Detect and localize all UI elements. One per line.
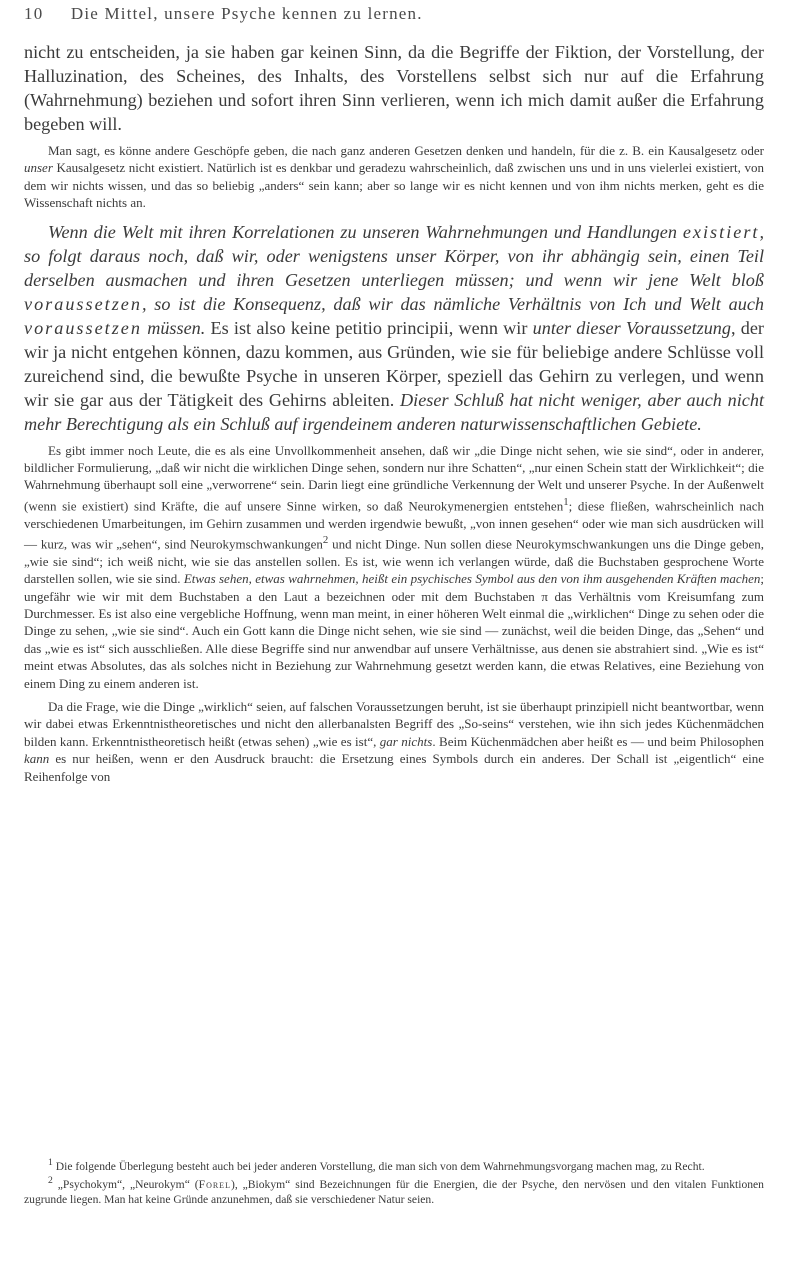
p2-emphasis-unser: unser [24, 160, 53, 176]
p5-italic-b: gar nichts [379, 733, 433, 749]
p3-spaced-voraussetzen-2: voraussetzen [24, 317, 142, 338]
p3-text-j: , der wir ja nicht entgehen können, dazu kommen, aus Gründen, wie sie für beliebige andere Schlüsse voll zureichend sind, die bewußte Psyche in unseren Körper, speziell das Gehirn zu verlegen, und wenn wir sie gar aus der Tätigkeit des Gehirns ableiten. [24, 317, 764, 410]
paragraph-2 [24, 142, 764, 212]
p3-spaced-existiert: existiert [682, 221, 760, 242]
footnote-1-text: Die folgende Überlegung besteht auch bei jeder anderen Vorstellung, die man sich von dem Wahrnehmungsvorgang machen mag, zu Recht. [55, 1159, 705, 1173]
footnote-1-marker: 1 [48, 1157, 53, 1168]
paragraph-5 [24, 698, 764, 785]
p3-italic-c: , so folgt daraus noch, daß wir, oder wenigstens unser Körper, von ihr abhängig sein, einen Teil derselben ausmachen und ihren Gesetzen unterliegen müssen; und wenn wir jene Welt bloß [24, 221, 764, 290]
p2-text-c: Kausalgesetz nicht existiert. Natürlich ist es denkbar und geradezu wahrscheinlich, daß zwischen uns und in uns vielerlei existiert, von dem wir nichts wissen, und das so beliebig „anders“ sein kann; aber so lange wir es nicht kennen und von ihm nichts merken, geht es die Wissenschaft nichts an. [24, 160, 764, 211]
p4-text-b: ; diese fließen, wahrscheinlich nach verschiedenen Umarbeitungen, im Gehirn zusammen und werden irgendwie bewußt, „von innen gesehen“ oder wie man sich ausdrücken will — kurz, was wir „sehen“, sind Neurokymschwankungen [24, 498, 764, 552]
running-header [24, 4, 760, 24]
page-body [24, 40, 764, 785]
paragraph-1: nicht zu entscheiden, ja sie haben gar keinen Sinn, da die Begriffe der Fiktion, der Vorstellung, der Halluzination, des Scheines, des Inhalts, des Vorstellens selbst sich nur auf die Erfahrung (Wahrnehmung) beziehen und sofort ihren Sinn verlieren, wenn ich mich damit außer die Erfahrung begeben will. [24, 42, 764, 134]
p3-italic-k: Dieser Schluß hat nicht weniger, aber auch nicht mehr Berechtigung als ein Schluß auf irgendeinem anderen naturwissenschaftlichen Gebiete. [24, 389, 764, 434]
footnotes [24, 1156, 764, 1208]
p5-text-c: . Beim Küchenmädchen aber heißt es — und beim Philosophen [432, 733, 764, 749]
p4-text-e: ; ungefähr wie wir mit dem Buchstaben a den Laut a bezeichnen oder mit dem Buchstaben π das Verhältnis vom Kreisumfang zum Durchmesser. Es ist also eine vergebliche Hoffnung, wenn man meint, in einer höheren Welt einmal die „wirklichen“ Dinge zu sehen oder die Dinge zu sehen, „wie sie sind“. Auch ein Gott kann die Dinge nicht sehen, wie sie sind — zunächst, weil die beiden Dinge, das „Sehen“ und das „wie es ist“ sich ausschließen. Alle diese Begriffe sind nur anwendbar auf unsere Verhältnisse, aus denen sie abstrahiert sind. „Wie es ist“ meint etwas Absolutes, das als solches nicht in Beziehung zur Wahrnehmung gesetzt werden kann, die etwas Relatives, eine Beziehung von einem Ding zu einem anderen ist. [24, 571, 764, 691]
p3-italic-i: unter dieser Voraussetzung [532, 317, 731, 338]
paragraph-3 [24, 220, 764, 436]
running-title: Die Mittel, unsere Psyche kennen zu lernen. [70, 4, 423, 23]
footnote-2-marker: 2 [48, 1175, 53, 1187]
page-number: 10 [24, 4, 44, 23]
footnote-2-text-c: ), „Biokym“ sind Bezeichnungen für die Energien, die der Psyche, den nervösen und den vitalen Funktionen zugrunde liegen. Man hat keine Gründe anzunehmen, daß sie verschiedener Natur seien. [24, 1178, 764, 1206]
p5-italic-d: kann [24, 751, 50, 767]
p3-italic-g: müssen. [141, 317, 206, 338]
p4-text-a: Es gibt immer noch Leute, die es als eine Unvollkommenheit ansehen, daß wir „die Dinge nicht sehen, wie sie sind“, oder in anderer, bildlicher Formulierung, „daß wir nicht die wirklichen Dinge sehen, sondern nur ihre Schatten“, „nur einen Schein statt der Wirklichkeit“; die Wahrnehmung überhaupt soll eine „verworrene“ sein. Darin liegt eine gründliche Verkennung der Welt und unserer Psyche. In der Außenwelt (wenn sie existiert) sind Kräfte, die auf unsere Sinne wirken, so daß Neurokymenergien entstehen [24, 442, 764, 514]
p3-text-h: Es ist also keine petitio principii, wenn wir [205, 317, 533, 338]
footnote-2-author: Forel [198, 1178, 231, 1192]
footnote-ref-2[interactable]: 2 [322, 533, 329, 546]
paragraph-4 [24, 442, 764, 692]
p2-text-a: Man sagt, es könne andere Geschöpfe geben, die nach ganz anderen Gesetzen denken und handeln, für die z. B. ein Kausalgesetz oder [48, 143, 764, 158]
footnote-2-text-a: „Psychokym“, „Neurokym“ ( [57, 1178, 199, 1192]
p3-italic-a: Wenn die Welt mit ihren Korrelationen zu unseren Wahrnehmungen und Handlungen [48, 221, 683, 242]
footnote-2 [24, 1174, 764, 1207]
p4-text-c: und nicht Dinge. Nun sollen diese Neurokymschwankungen uns die Dinge geben, „wie sie sind“; ich weiß nicht, wie sie das anstellen sollen. Es ist, wie wenn ich verlangen würde, daß die Buchstaben gesprochene Worte darstellen sollen, wie sie sind. [24, 536, 764, 587]
footnote-ref-1[interactable]: 1 [563, 495, 569, 508]
p3-spaced-voraussetzen-1: voraussetzen [24, 293, 142, 314]
p3-italic-e: , so ist die Konsequenz, daß wir das nämliche Verhältnis von Ich und Welt auch [141, 293, 764, 314]
p4-italic-d: Etwas sehen, etwas wahrnehmen, heißt ein psychisches Symbol aus den von ihm ausgehenden Kräften machen [183, 571, 761, 587]
footnote-1 [24, 1156, 764, 1174]
p5-text-e: es nur heißen, wenn er den Ausdruck braucht: die Ersetzung eines Symbols durch ein anderes. Der Schall ist „eigentlich“ eine Reihenfolge von [24, 751, 764, 784]
p5-text-a: Da die Frage, wie die Dinge „wirklich“ seien, auf falschen Voraussetzungen beruht, ist sie überhaupt prinzipiell nicht beantwortbar, wenn wir dabei etwas Erkenntnistheoretisches und nicht den allerbanalsten Begriff des „So-seins“ verstehen, wie ihn sich jedes Küchenmädchen bilden kann. Erkenntnistheoretisch heißt (etwas sehen) „wie es ist“, [24, 698, 764, 749]
